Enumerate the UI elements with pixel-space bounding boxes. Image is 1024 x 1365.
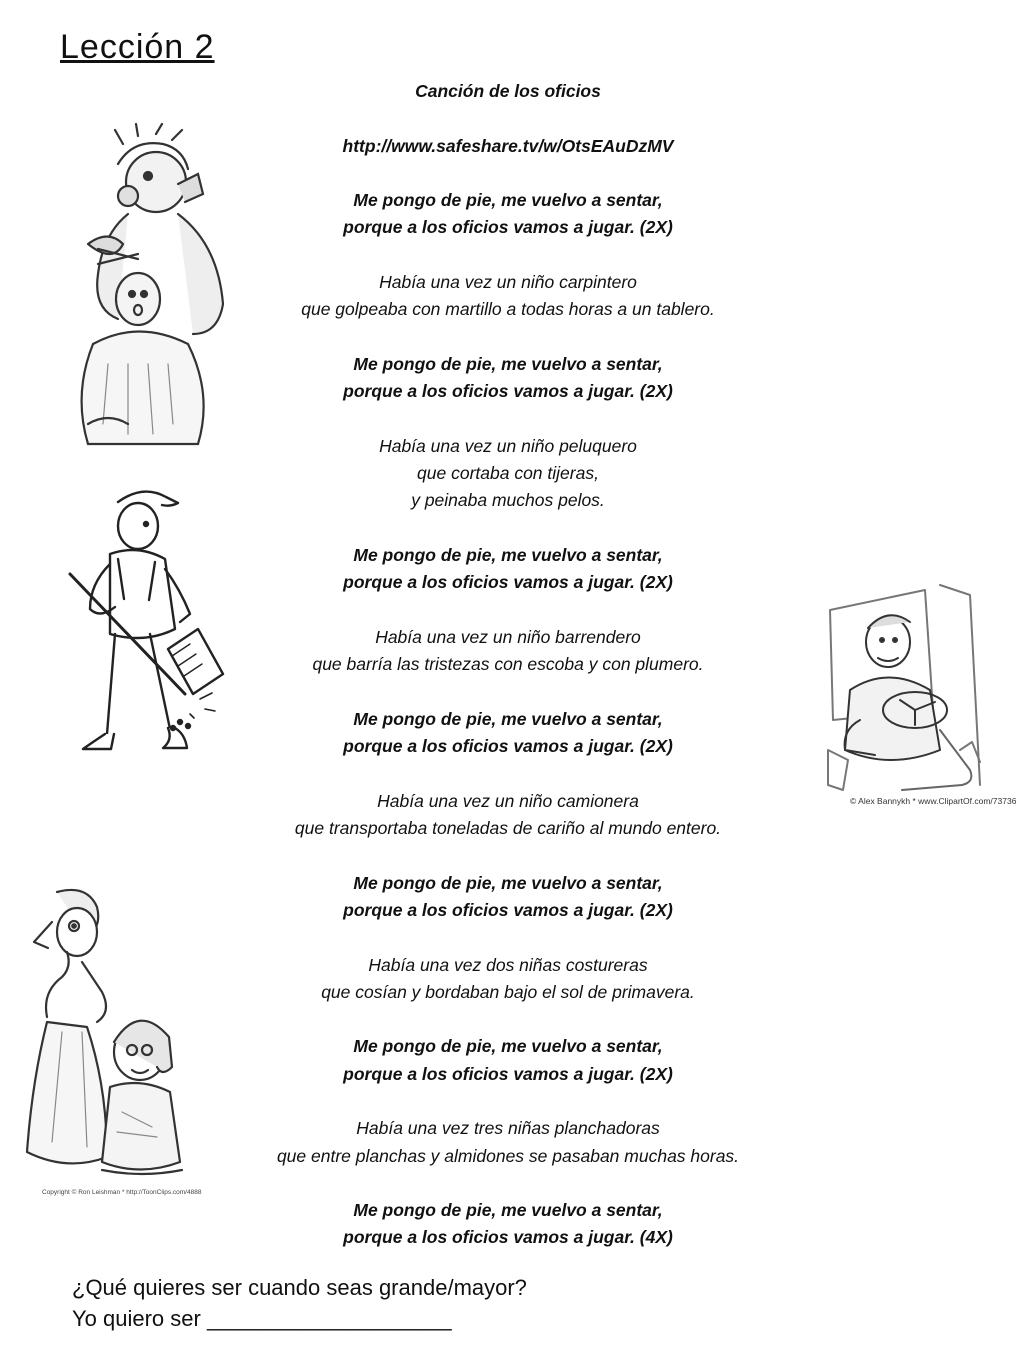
verse-line: que cortaba con tijeras, <box>417 463 599 484</box>
truck-driver-drawing <box>820 580 1017 810</box>
chorus-line: Me pongo de pie, me vuelvo a sentar, <box>353 708 663 729</box>
song-heading: Canción de los oficios <box>415 81 601 101</box>
seamstresses-illustration <box>22 882 202 1200</box>
verse-line: Había una vez un niño camionera <box>377 790 639 811</box>
song-lyrics <box>230 78 786 1252</box>
seamstresses-illustration-credit: Copyright © Ron Leishman * http://ToonClips.com/4888 <box>42 1189 202 1196</box>
chorus-stanza <box>230 187 786 242</box>
truck-illustration-credit: © Alex Bannykh * www.ClipartOf.com/73736 <box>850 796 1017 806</box>
chorus-stanza <box>230 542 786 597</box>
chorus-line: porque a los oficios vamos a jugar. (2X) <box>343 1063 673 1084</box>
verse-line: que barría las tristezas con escoba y con plumero. <box>312 654 704 675</box>
chorus-line: Me pongo de pie, me vuelvo a sentar, <box>353 1200 663 1221</box>
chorus-line: Me pongo de pie, me vuelvo a sentar, <box>353 353 663 374</box>
chorus-line: porque a los oficios vamos a jugar. (2X) <box>343 381 673 402</box>
song-link[interactable]: http://www.safeshare.tv/w/OtsEAuDzMV <box>342 135 674 156</box>
verse-line: que transportaba toneladas de cariño al mundo entero. <box>294 818 722 839</box>
chorus-line: porque a los oficios vamos a jugar. (2X) <box>343 217 673 238</box>
verse-stanza <box>230 1115 786 1170</box>
verse-line: que cosían y bordaban bajo el sol de primavera. <box>321 981 695 1002</box>
chorus-stanza <box>230 870 786 925</box>
chorus-line: porque a los oficios vamos a jugar. (2X) <box>343 736 673 757</box>
answer-line[interactable]: Yo quiero ser ____________________ <box>72 1306 452 1331</box>
chorus-line: Me pongo de pie, me vuelvo a sentar, <box>353 190 663 211</box>
question-text: ¿Qué quieres ser cuando seas grande/mayor? <box>72 1275 527 1300</box>
question-block <box>72 1272 527 1334</box>
chorus-line: porque a los oficios vamos a jugar. (2X) <box>343 572 673 593</box>
page-title: Lección 2 <box>60 28 215 66</box>
stanza-list <box>230 187 786 1252</box>
verse-line: Había una vez un niño peluquero <box>379 435 637 456</box>
verse-line: Había una vez tres niñas planchadoras <box>356 1118 660 1139</box>
seamstresses-drawing <box>22 882 202 1200</box>
hairdresser-illustration <box>68 124 233 444</box>
verse-line: Había una vez un niño barrendero <box>375 626 641 647</box>
hairdresser-drawing <box>68 124 233 444</box>
verse-line: Había una vez dos niñas costureras <box>368 954 648 975</box>
chorus-line: porque a los oficios vamos a jugar. (2X) <box>343 899 673 920</box>
chorus-line: Me pongo de pie, me vuelvo a sentar, <box>353 545 663 566</box>
chorus-stanza <box>230 351 786 406</box>
verse-line: y peinaba muchos pelos. <box>411 490 605 511</box>
chorus-stanza <box>230 706 786 761</box>
truck-driver-illustration <box>820 580 1017 810</box>
verse-stanza <box>230 788 786 843</box>
chorus-line: Me pongo de pie, me vuelvo a sentar, <box>353 872 663 893</box>
verse-line: Había una vez un niño carpintero <box>379 272 637 293</box>
verse-stanza <box>230 952 786 1007</box>
verse-line: que golpeaba con martillo a todas horas a un tablero. <box>301 299 715 320</box>
chorus-line: porque a los oficios vamos a jugar. (4X) <box>343 1227 673 1248</box>
chorus-stanza <box>230 1033 786 1088</box>
street-sweeper-illustration <box>60 484 225 759</box>
chorus-stanza <box>230 1197 786 1252</box>
chorus-line: Me pongo de pie, me vuelvo a sentar, <box>353 1036 663 1057</box>
verse-stanza <box>230 433 786 515</box>
street-sweeper-drawing <box>60 484 225 759</box>
verse-stanza <box>230 269 786 324</box>
verse-stanza <box>230 624 786 679</box>
verse-line: que entre planchas y almidones se pasaban muchas horas. <box>276 1145 740 1166</box>
